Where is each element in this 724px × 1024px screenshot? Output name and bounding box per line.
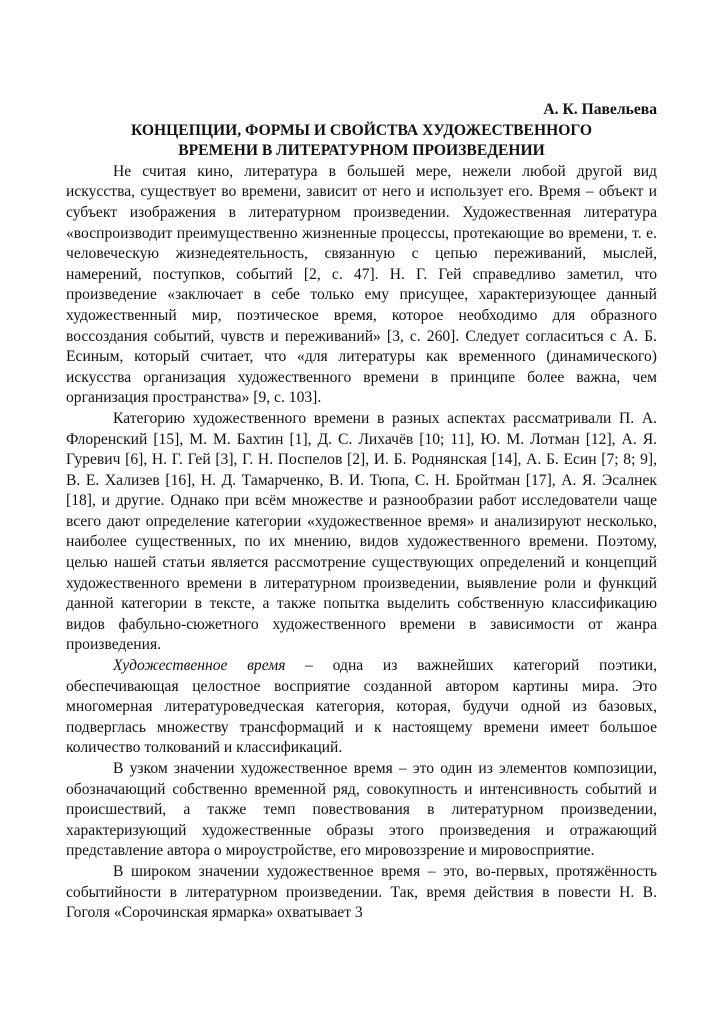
article-title [66, 121, 657, 162]
author-name: А. К. Павельева [543, 101, 657, 118]
paragraph-2: Категорию художественного времени в разных аспектах рассматривали П. А. Флоренский [15], М. М. Бахтин [1], Д. С. Лихачёв [10; 11], Ю. М. Лотман [12], А. Я. Гуревич [6], Н. Г. Гей [3], Г. Н. Поспелов [2], И. Б. Роднянская [14], А. Б. Есин [7; 8; 9], В. Е. Хализев [16], Н. Д. Тамарченко, В. И. Тюпа, С. Н. Бройтман [17], А. Я. Эсалнек [18], и другие. Однако при всём множестве и разнообразии работ исследователи чаще всего дают определение категории «художественное время» и анализируют несколько, наиболее существенных, по их мнению, видов художественного времени. Поэтому, целью нашей статьи является рассмотрение существующих определений и концепций художественного времени в литературном произведении, выявление роли и функций данной категории в тексте, а также попытка выделить собственную классификацию видов фабульно-сюжетного художественного времени в зависимости от жанра произведения. [66, 409, 657, 654]
paragraph-3 [66, 656, 657, 759]
paragraph-1: Не считая кино, литература в большей мере, нежели любой другой вид искусства, существует во времени, зависит от него и использует его. Время – объект и субъект изображения в литературном произведении. Художественная литература «воспроизводит преимущественно жизненные процессы, протекающие во времени, т. е. человеческую жизнедеятельность, связанную с цепью переживаний, мыслей, намерений, поступков, событий [2, с. 47]. Н. Г. Гей справедливо заметил, что произведение «заключает в себе только ему присущее, характеризующее данный художественный мир, поэтическое время, которое необходимо для образного воссоздания событий, чувств и переживаний» [3, с. 260]. Следует согласиться с А. Б. Есиным, который считает, что «для литературы как временного (динамического) искусства организация художественного времени в принципе более важна, чем организация пространства» [9, с. 103]. [66, 162, 657, 407]
title-line-2: ВРЕМЕНИ В ЛИТЕРАТУРНОМ ПРОИЗВЕДЕНИИ [178, 142, 545, 160]
title-line-1: КОНЦЕПЦИИ, ФОРМЫ И СВОЙСТВА ХУДОЖЕСТВЕННОГО [130, 121, 592, 139]
article-page [66, 100, 657, 924]
paragraph-3-text: – одна из важнейших категорий поэтики, обеспечивающая целостное восприятие созданной автором картины мира. Это многомерная литературоведческая категория, которая, будучи одной из базовых, подверглась множеству трансформаций и к настоящему времени имеет большое количество толкований и классификаций. [66, 657, 657, 757]
term-artistic-time: Художественное время [113, 657, 286, 675]
paragraph-5: В широком значении художественное время – это, во-первых, протяжённость событийности в литературном произведении. Так, время действия в повести Н. В. Гоголя «Сорочинская ярмарка» охватывает 3 [66, 862, 657, 922]
paragraph-4: В узком значении художественное время – это один из элементов композиции, обозначающий собственно временной ряд, совокупность и интенсивность событий и происшествий, а также темп повествования в литературном произведении, характеризующий художественные образы этого произведения и отражающий представление автора о мироустройстве, его мировоззрение и мировосприятие. [66, 760, 657, 860]
